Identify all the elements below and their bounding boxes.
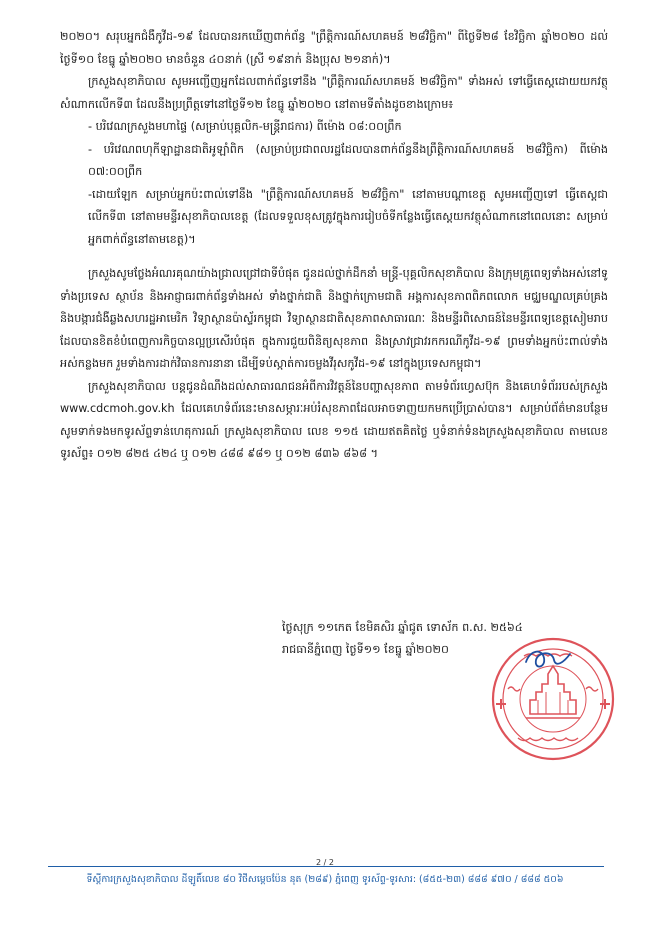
document-body	[60, 26, 608, 466]
paragraph-acknowledgements: ក្រសួងសូមថ្លែងអំណរគុណយ៉ាងជ្រាលជ្រៅជាទីបំផុត ជូនដល់ថ្នាក់ដឹកនាំ មន្ត្រី-បុគ្គលិកសុខាភិបាល និងក្រុមគ្រូពេទ្យទាំងអស់នៅទូទាំងប្រទេស ស្ថាប័ន និងអាជ្ញាធរពាក់ព័ន្ធទាំងអស់ ទាំងថ្នាក់ជាតិ និងថ្នាក់ក្រោមជាតិ អង្គការសុខភាពពិភពលោក មជ្ឈមណ្ឌលគ្រប់គ្រង និងបង្ការជំងឺឆ្លងសហរដ្ឋអាមេរិក វិទ្យាស្ថានប៉ាស្ទ័រកម្ពុជា វិទ្យាស្ថានជាតិសុខភាពសាធារណៈ និងមន្ទីរពិសោធន៍នៃមន្ទីរពេទ្យខេត្តសៀមរាប ដែលបានខិតខំបំពេញការកិច្ចបានល្អប្រសើរបំផុត ក្នុងការជួយពិនិត្យសុខភាព និងស្រាវជ្រាវរកករណីកូវីដ-១៩ ព្រមទាំងអ្នកប៉ះពាល់ទាំងអស់កន្លងមក រួមទាំងការដាក់វិធានការនានា ដើម្បីទប់ស្កាត់ការចម្លងវីរុសកូវីដ-១៩ នៅក្នុងប្រទេសកម្ពុជា។	[60, 267, 608, 370]
bullet-ministry-interior: - បរិវេណក្រសួងមហាផ្ទៃ (សម្រាប់បុគ្គលិក-មន្ត្រីរាជការ) ពីម៉ោង ០៨:០០ព្រឹក	[88, 120, 402, 133]
paragraph-case-summary: ២០២០។ សរុបអ្នកជំងឺកូវីដ-១៩ ដែលបានរកឃើញពាក់ព័ន្ធ "ព្រឹត្តិការណ៍សហគមន៍ ២៨វិច្ឆិកា" ពីថ្ងៃទី២៨ ខែវិច្ឆិកា ឆ្នាំ២០២០ ដល់ថ្ងៃទី១០ ខែធ្នូ ឆ្នាំ២០២០ មានចំនួន ៤០នាក់ (ស្រី ១៩នាក់ និងប្រុស ២១នាក់)។	[60, 30, 608, 66]
paragraph-testing-invitation: ក្រសួងសុខាភិបាល សូមអញ្ជើញអ្នកដែលពាក់ព័ន្ធទៅនឹង "ព្រឹត្តិការណ៍សហគមន៍ ២៨វិច្ឆិកា" ទាំងអស់ ទៅធ្វើតេស្តដោយយកវត្ថុសំណាកលើកទី៣ ដែលនឹងប្រព្រឹត្តទៅនៅថ្ងៃទី១២ ខែធ្នូ ឆ្នាំ២០២០ នៅតាមទីតាំងដូចខាងក្រោម៖	[60, 75, 608, 111]
signature-icon	[520, 640, 580, 680]
footer-address: ទីស្តីការក្រសួងសុខាភិបាល ដីឡូតិ៍លេខ ៨០ វិថីសម្តេចប៉ែន នុត (២៨៩) ភ្នំពេញ ទូរស័ព្ទ-ទូរសារ: (៨៥៥-២៣) ៨៨៨ ៩៧០ / ៨៨៨ ៥០៦	[86, 874, 564, 885]
page-number: 2 / 2	[316, 858, 334, 867]
bullet-provinces: -ដោយឡែក សម្រាប់អ្នកប៉ះពាល់ទៅនឹង "ព្រឹត្តិការណ៍សហគមន៍ ២៨វិច្ឆិកា" នៅតាមបណ្តាខេត្ត សូមអញ្ជើញទៅ ធ្វើតេស្តជាលើកទី៣ នៅតាមមន្ទីរសុខាភិបាលខេត្ត (ដែលទទួលខុសត្រូវក្នុងការរៀបចំទីកន្លែងធ្វើតេស្តយកវត្ថុសំណាកនៅពេលនោះ សម្រាប់អ្នកពាក់ព័ន្ធនៅតាមខេត្ត)។	[88, 187, 608, 246]
place-date: រាជធានីភ្នំពេញ ថ្ងៃទី១១ ខែធ្នូ ឆ្នាំ២០២០	[282, 643, 449, 656]
lunar-date: ថ្ងៃសុក្រ ១១កេត ខែមិគសិរ ឆ្នាំជូត ទោស័ក ព.ស. ២៥៦៤	[282, 621, 523, 634]
bullet-olympic-stadium: - បរិវេណពហុកីឡាដ្ឋានជាតិអូឡាំពិក (សម្រាប់ប្រជាពលរដ្ឋដែលបានពាក់ព័ន្ធនឹងព្រឹត្តិការណ៍សហគមន៍ ២៨វិច្ឆិកា) ពីម៉ោង ០៧:០០ព្រឹក	[88, 142, 608, 178]
footer-divider	[48, 866, 604, 867]
paragraph-contact-info: ក្រសួងសុខាភិបាល បន្តជូនដំណឹងដល់សាធារណជនអំពីការវិវត្តន៍នៃបញ្ហាសុខភាព តាមទំព័រហ្វេសប៊ុក និងគេហទំព័ររបស់ក្រសួង www.cdcmoh.gov.kh ដែលគេហទំព័រនេះមានសម្ភារៈអប់រំសុខភាពដែលអាចទាញយកមកប្រើប្រាស់បាន។ សម្រាប់ព័ត៌មានបន្ថែម សូមទាក់ទងមកទូរស័ព្ទទាន់ហេតុការណ៍ ក្រសួងសុខាភិបាល លេខ ១១៥ ដោយឥតគិតថ្លៃ ឬទំនាក់ទំនងក្រសួងសុខាភិបាល តាមលេខទូរស័ព្ទ៖ ០១២ ៨២៥ ៤២៤ ឬ ០១២ ៤៨៨ ៩៨១ ឬ ០១២ ៨៣៦ ៨៦៨ ។	[60, 379, 608, 460]
